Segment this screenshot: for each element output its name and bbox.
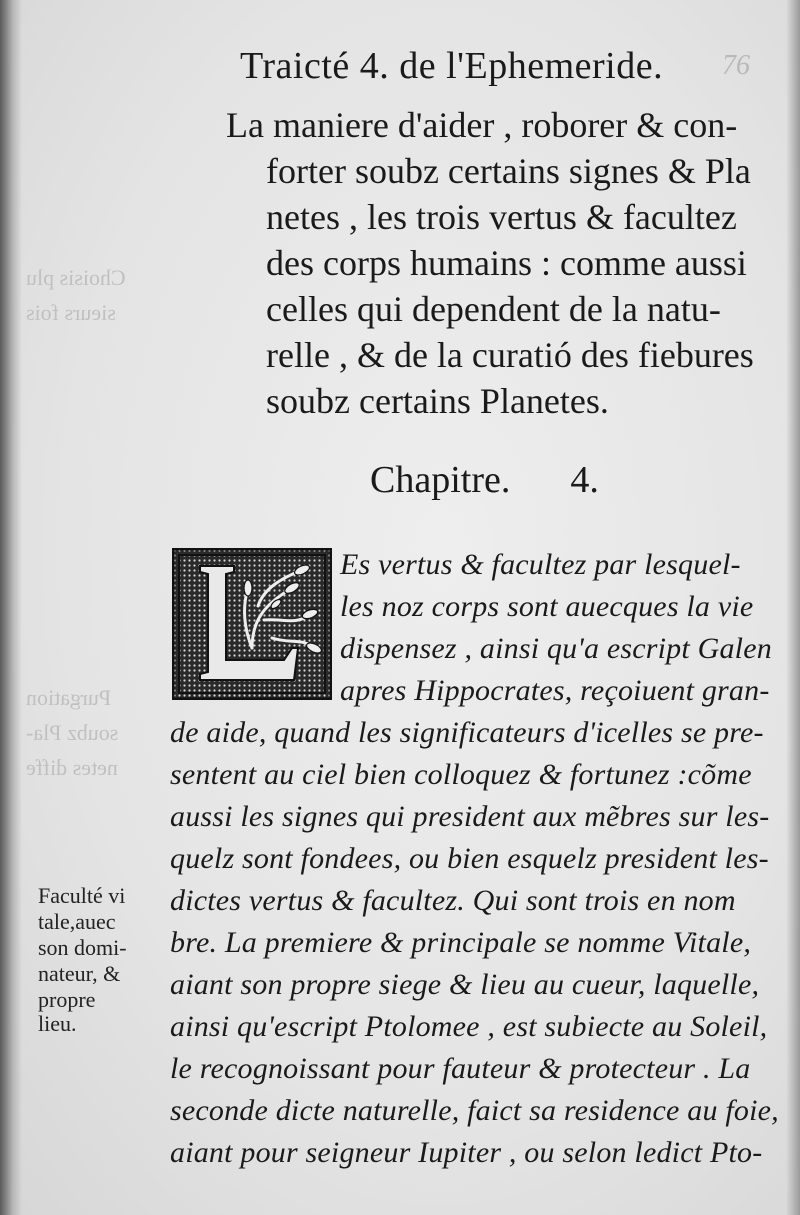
body-line: ainsi qu'escript Ptolomee , est subiecte au Soleil, <box>170 1010 768 1043</box>
title-line: netes , les trois vertus & facultez <box>266 197 737 237</box>
show-through-text: Purgation <box>26 685 112 710</box>
decorated-initial-l <box>172 548 332 700</box>
chapter-heading <box>370 458 599 502</box>
title-line: relle , & de la curatió des fiebures <box>266 335 754 375</box>
show-through-text: netes diffe <box>26 755 118 780</box>
show-through-text: Choisis plu <box>26 265 126 290</box>
title-line: des corps humains : comme aussi <box>266 243 747 283</box>
body-line: aussi les signes qui president aux mẽbres sur les- <box>170 800 770 833</box>
body-line: bre. La premiere & principale se nomme Vitale, <box>170 926 752 959</box>
chapter-label: Chapitre. <box>370 459 511 501</box>
margin-note-line: Faculté vi <box>38 883 126 908</box>
title-line: soubz certains Planetes. <box>266 381 609 421</box>
margin-note-line: nateur, & <box>38 961 121 986</box>
body-line: dispensez , ainsi qu'a escript Galen <box>340 632 772 665</box>
title-line: forter soubz certains signes & Pla <box>266 151 751 191</box>
margin-note-line: lieu. <box>38 1011 77 1036</box>
title-line: celles qui dependent de la natu- <box>266 289 721 329</box>
body-line: apres Hippocrates, reçoiuent gran- <box>340 674 770 707</box>
margin-note-line: son domi- <box>38 935 127 960</box>
body-line: quelz sont fondees, ou bien esquelz president les- <box>170 842 769 875</box>
body-line: seconde dicte naturelle, faict sa residence au foie, <box>170 1094 779 1127</box>
chapter-number: 4. <box>570 459 599 501</box>
page-gutter-shadow <box>0 0 22 1215</box>
page-number: 76 <box>722 50 750 81</box>
margin-note-line: propre <box>38 987 96 1012</box>
title-line: La maniere d'aider , roborer & con- <box>226 105 738 145</box>
show-through-text: soubz Pla- <box>26 720 119 745</box>
body-line: Es vertus & facultez par lesquel- <box>340 548 741 581</box>
body-line: sentent au ciel bien colloquez & fortunez :cõme <box>170 758 752 791</box>
body-line: aiant pour seigneur Iupiter , ou selon ledict Pto- <box>170 1136 763 1169</box>
show-through-text: sieurs fois <box>26 300 116 325</box>
page-edge-shadow <box>786 0 800 1215</box>
margin-note-line: tale,auec <box>38 909 116 934</box>
body-line: de aide, quand les significateurs d'icelles se pre- <box>170 716 764 749</box>
body-line: dictes vertus & facultez. Qui sont trois en nom <box>170 884 736 917</box>
running-head: Traicté 4. de l'Ephemeride. <box>240 45 664 87</box>
body-line: les noz corps sont auecques la vie <box>340 590 754 623</box>
body-line: aiant son propre siege & lieu au cueur, laquelle, <box>170 968 760 1001</box>
body-line: le recognoissant pour fauteur & protecteur . La <box>170 1052 751 1085</box>
